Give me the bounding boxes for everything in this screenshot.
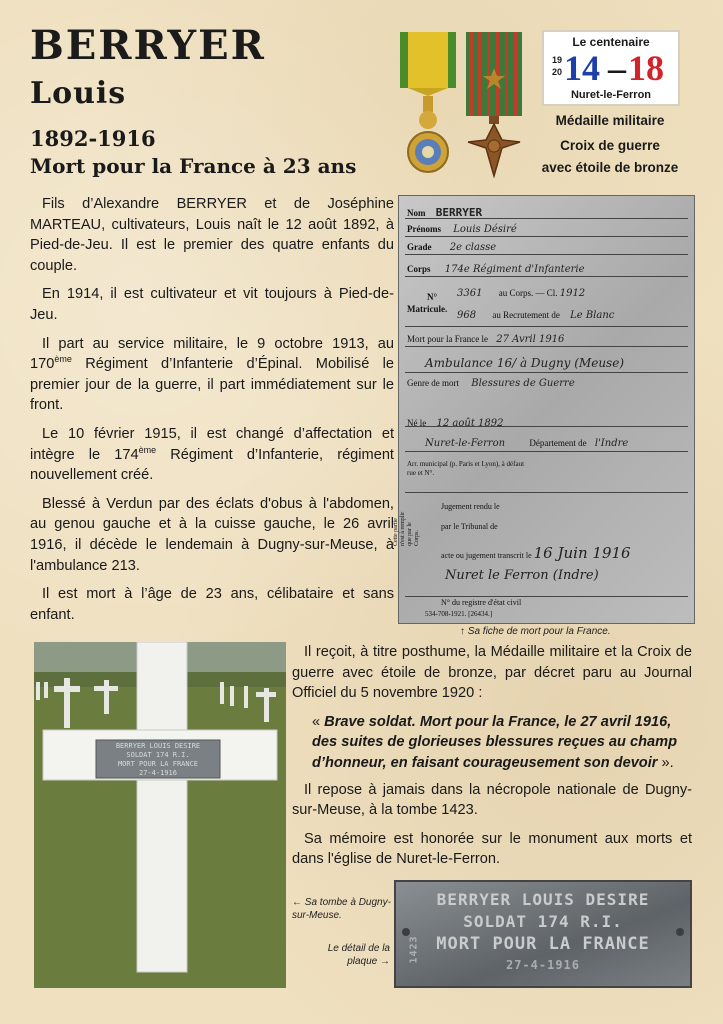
memoire-paragraph: Sa mémoire est honorée sur le monument aux morts et dans l'église de Nuret-le-Ferron. <box>292 830 692 868</box>
logo-bottom-text: Nuret-le-Ferron <box>570 89 652 101</box>
cross-plaque-text: BERRYER LOUIS DESIRE SOLDAT 174 R.I. MORT POUR LA FRANCE 27-4-1916 <box>115 742 201 777</box>
medal-label-militaire: Médaille militaire <box>555 113 665 128</box>
bio-paragraph-4: Le 10 février 1915, il est changé d’affectation et intègre le 174ème Régiment d’Infanterie, régiment nouvellement créé. <box>30 425 394 484</box>
fiche-classe: 1912 <box>559 288 586 299</box>
posthumous-paragraph: Il reçoit, à titre posthume, la Médaille militaire et la Croix de guerre avec étoile de bronze, par décret paru au Journal Officiel du 5 novembre 1920 : <box>292 644 692 702</box>
firstname-title: Louis <box>30 76 127 111</box>
plaque-line-3: MORT POUR LA FRANCE <box>436 934 650 954</box>
fiche-ne-lieu: Nuret-le-Ferron <box>425 438 506 449</box>
fiche-lieu-mort: Ambulance 16/ à Dugny (Meuse) <box>425 356 625 370</box>
biography-left-column <box>30 194 394 633</box>
fiche-num-corps: 3361 <box>457 288 483 299</box>
fiche-acte-date: 16 Juin 1916 <box>533 544 631 562</box>
bio-paragraph-1: Fils d’Alexandre BERRYER et de Joséphine MARTEAU, cultivateurs, Louis naît le 12 août 1892, à Pied-de-Jeu. Il est le premier des quatre enfants du couple. <box>30 196 394 274</box>
repose-paragraph: Il repose à jamais dans la nécropole nationale de Dugny-sur-Meuse, à la tombe 1423. <box>292 781 692 819</box>
grave-photo <box>34 642 286 988</box>
bio-paragraph-5: Blessé à Verdun par des éclats d'obus à l'abdomen, au genou gauche et à la cuisse gauche, le 26 avril 1916, il décède le lendemain à Dugny-sur-Meuse, à l'ambulance 213. <box>30 495 394 574</box>
plaque-line-4: 27-4-1916 <box>505 958 581 972</box>
bio-paragraph-3: Il part au service militaire, le 9 octobre 1913, au 170ème Régiment d’Infanterie d’Épinal. Mobilisé le premier jour de la guerre, il part immédiatement sur le front. <box>30 335 394 414</box>
plaque-screw-left <box>402 928 410 936</box>
plaque-photo <box>394 880 692 988</box>
logo-year-small-top: 19 <box>552 55 563 65</box>
biography-right-column <box>292 642 692 878</box>
fiche-mort-date: 27 Avril 1916 <box>496 334 565 345</box>
logo-years <box>552 48 672 88</box>
fiche-ne-date: 12 août 1892 <box>436 418 504 429</box>
medal-label-etoile: avec étoile de bronze <box>541 160 679 175</box>
fiche-nom: BERRYER <box>435 206 483 219</box>
fiche-caption: ↑ Sa fiche de mort pour la France. <box>460 626 611 637</box>
fiche-genre: Blessures de Guerre <box>471 378 575 389</box>
logo-top-text: Le centenaire <box>572 35 650 49</box>
bio-paragraph-6: Il est mort à l’âge de 23 ans, célibataire et sans enfant. <box>30 586 394 623</box>
plaque-line-2: SOLDAT 174 R.I. <box>463 912 623 931</box>
fiche-prenoms: Louis Désiré <box>453 224 517 235</box>
logo-dash: – <box>608 48 626 88</box>
tombe-caption: ← Sa tombe à Dugny-sur-Meuse. <box>292 897 391 921</box>
plaque-side-number: 1423 <box>408 935 420 964</box>
plaque-screw-right <box>676 928 684 936</box>
fiche-transcrit-lieu: Nuret le Ferron (Indre) <box>445 568 599 583</box>
life-dates: 1892-1916 <box>30 126 156 151</box>
medaille-militaire-icon <box>400 32 456 172</box>
plaque-caption: Le détail de la plaque → <box>327 943 390 967</box>
fiche-dept: l'Indre <box>594 438 629 449</box>
fiche-grade: 2e classe <box>449 242 497 253</box>
bio-paragraph-2: En 1914, il est cultivateur et vit toujours à Pied-de-Jeu. <box>30 286 394 323</box>
fiche-footer: 534-708-1921. [26434.] <box>425 610 493 618</box>
medals-image <box>398 30 528 178</box>
centenaire-logo <box>542 30 680 106</box>
death-record-card: Nom BERRYER Prénoms Louis Désiré Grade 2e classe Corps 174e Régiment d'Infanterie N° Matricule. 3361 au Corps. — Cl. 1912 968 au Recrutement de Le Blanc Mort pour la France le 27 Avril 1916 Ambulance 16/ à Dugny (Meuse) Genre de mort Blessures de Guerre Né le 12 août 1892 Nuret-le-Ferron Département de l'Indre Arr. municipal (p. Paris et Lyon), à défaut rue et N°. Jugement rendu le par le Tribunal de acte ou jugement transcrit le 16 Juin 1916 Nuret le Ferron (Indre) N° du registre d'état civil Cette partie n'est à remplir que par le Corps. 534-708-1921. [26434.] <box>398 195 695 624</box>
croix-de-guerre-icon <box>466 32 522 176</box>
surname-title: BERRYER <box>30 22 266 69</box>
citation-quote: « Brave soldat. Mort pour la France, le 27 avril 1916, des suites de glorieuses blessures reçues au champ d’honneur, en faisant courageusement son devoir ». <box>312 713 678 771</box>
fiche-recrutement: Le Blanc <box>570 310 615 321</box>
fiche-num-recr: 968 <box>457 310 477 321</box>
death-subtitle: Mort pour la France à 23 ans <box>30 154 357 178</box>
logo-year-small-bottom: 20 <box>552 67 563 77</box>
medal-label-croix: Croix de guerre <box>560 138 660 153</box>
logo-year-left: 14 <box>564 48 600 88</box>
fiche-corps: 174e Régiment d'Infanterie <box>444 264 585 275</box>
plaque-line-1: BERRYER LOUIS DESIRE <box>436 890 650 909</box>
logo-year-right: 18 <box>628 48 664 88</box>
